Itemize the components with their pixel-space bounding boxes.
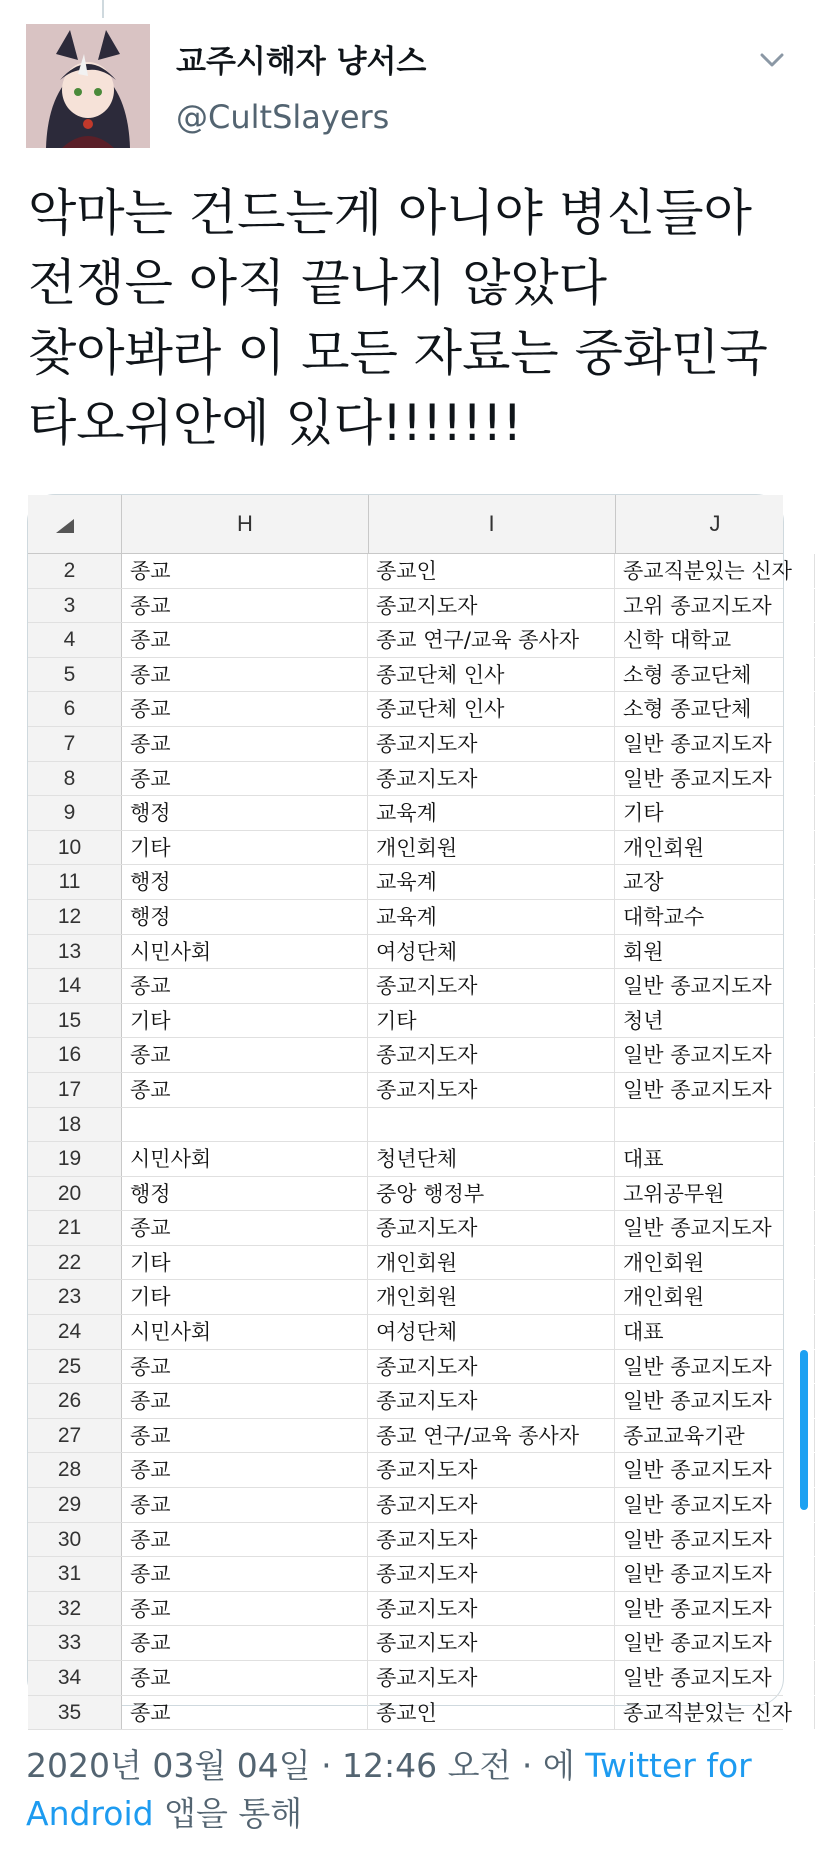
freeze-divider [111,1280,122,1314]
freeze-divider [111,658,122,692]
cell-i[interactable]: 종교단체 인사 [368,692,615,726]
cell-i[interactable]: 교육계 [368,865,615,899]
tweet-media-spreadsheet[interactable] [27,494,792,1725]
cell-h[interactable]: 시민사회 [122,935,368,969]
row-number[interactable]: 26 [28,1384,112,1418]
cell-i[interactable]: 개인회원 [368,1246,615,1280]
cell-i[interactable]: 종교지도자 [368,727,615,761]
freeze-divider [111,1177,122,1211]
cell-j[interactable]: 대학교수 [615,900,815,934]
cell-j[interactable]: 종교직분있는 신자 [615,1696,815,1730]
cell-h[interactable]: 시민사회 [122,1315,368,1349]
row-number[interactable]: 15 [28,1004,112,1038]
freeze-divider [111,1108,122,1142]
freeze-divider [111,554,122,588]
cell-h[interactable]: 종교 [122,1038,368,1072]
freeze-divider [111,1142,122,1176]
row-number[interactable]: 9 [28,796,112,830]
cell-j[interactable]: 일반 종교지도자 [615,1073,815,1107]
row-number[interactable]: 27 [28,1419,112,1453]
row-number[interactable]: 22 [28,1246,112,1280]
table-row [28,900,783,935]
table-row [28,1557,783,1592]
cell-j[interactable]: 일반 종교지도자 [615,1211,815,1245]
cell-i[interactable]: 여성단체 [368,1315,615,1349]
freeze-divider [111,1523,122,1557]
table-row [28,692,783,727]
table-row [28,1073,783,1108]
cell-j[interactable]: 개인회원 [615,831,815,865]
cell-i[interactable]: 종교지도자 [368,1626,615,1660]
freeze-divider [111,935,122,969]
cell-h[interactable]: 기타 [122,831,368,865]
row-number[interactable]: 19 [28,1142,112,1176]
cell-j[interactable]: 일반 종교지도자 [615,1038,815,1072]
cell-h[interactable]: 행정 [122,900,368,934]
row-number[interactable]: 30 [28,1523,112,1557]
cell-i[interactable]: 개인회원 [368,1280,615,1314]
cell-j[interactable]: 개인회원 [615,1280,815,1314]
cell-i[interactable]: 중앙 행정부 [368,1177,615,1211]
table-row [28,1211,783,1246]
avatar[interactable] [26,24,150,148]
row-number[interactable]: 35 [28,1696,112,1730]
row-number[interactable]: 8 [28,762,112,796]
cell-j[interactable]: 일반 종교지도자 [615,1626,815,1660]
table-row [28,1592,783,1627]
tweet-meta [26,1742,796,1838]
row-number[interactable]: 34 [28,1661,112,1695]
freeze-divider [111,1592,122,1626]
chevron-down-icon[interactable] [756,44,788,76]
freeze-divider [111,1557,122,1591]
table-row [28,1108,783,1143]
cell-j[interactable]: 일반 종교지도자 [615,1557,815,1591]
cell-j[interactable]: 일반 종교지도자 [615,762,815,796]
row-number[interactable]: 33 [28,1626,112,1660]
freeze-divider [111,1419,122,1453]
cell-i[interactable]: 종교지도자 [368,1523,615,1557]
cell-i[interactable]: 여성단체 [368,935,615,969]
cell-j[interactable]: 소형 종교단체 [615,692,815,726]
cell-i[interactable]: 청년단체 [368,1142,615,1176]
freeze-divider [111,1453,122,1487]
cell-j[interactable]: 회원 [615,935,815,969]
cell-h[interactable]: 종교 [122,1350,368,1384]
table-row [28,1523,783,1558]
cell-i[interactable]: 종교지도자 [368,1211,615,1245]
column-header-j[interactable]: J [709,511,721,536]
freeze-divider [111,1004,122,1038]
table-row [28,1315,783,1350]
cell-j[interactable]: 청년 [615,1004,815,1038]
cell-h[interactable]: 종교 [122,1661,368,1695]
cell-j[interactable]: 교장 [615,865,815,899]
table-row [28,1384,783,1419]
cell-i[interactable]: 종교 연구/교육 종사자 [368,1419,615,1453]
select-all-corner[interactable] [28,495,112,553]
cell-h[interactable]: 종교 [122,969,368,1003]
cell-i[interactable]: 교육계 [368,796,615,830]
cell-j[interactable]: 일반 종교지도자 [615,969,815,1003]
cell-h[interactable]: 종교 [122,692,368,726]
cell-i[interactable]: 종교지도자 [368,1592,615,1626]
freeze-divider [111,900,122,934]
row-number[interactable]: 25 [28,1350,112,1384]
sheet-rows [28,554,792,1730]
column-header-i[interactable]: I [368,495,616,553]
cell-j[interactable]: 일반 종교지도자 [615,1523,815,1557]
cell-h[interactable]: 종교 [122,762,368,796]
cell-h[interactable]: 종교 [122,658,368,692]
cell-h[interactable]: 기타 [122,1246,368,1280]
source-app-link[interactable]: Twitter for Android [26,1746,752,1833]
cell-i[interactable]: 종교지도자 [368,1453,615,1487]
scrollbar-thumb[interactable] [800,1350,808,1510]
table-row [28,1419,783,1454]
table-row [28,589,783,624]
table-row [28,658,783,693]
freeze-divider [111,727,122,761]
freeze-divider [111,1626,122,1660]
cell-h[interactable]: 종교 [122,1626,368,1660]
cell-i[interactable]: 종교지도자 [368,762,615,796]
cell-i[interactable]: 교육계 [368,900,615,934]
table-row [28,727,783,762]
row-number[interactable]: 4 [28,623,112,657]
row-number[interactable]: 29 [28,1488,112,1522]
row-number[interactable]: 6 [28,692,112,726]
table-row [28,1350,783,1385]
freeze-divider [111,1038,122,1072]
tweet-timestamp[interactable]: 2020년 03월 04일 · 12:46 오전 · 에 [26,1746,575,1785]
cell-i[interactable]: 종교지도자 [368,969,615,1003]
cell-h[interactable]: 종교 [122,589,368,623]
table-row [28,1453,783,1488]
freeze-divider [111,1661,122,1695]
cell-j[interactable]: 고위 종교지도자 [615,589,815,623]
cell-i[interactable]: 종교지도자 [368,1488,615,1522]
cell-j[interactable]: 일반 종교지도자 [615,1453,815,1487]
row-number[interactable]: 10 [28,831,112,865]
cell-h[interactable]: 시민사회 [122,1142,368,1176]
freeze-divider [111,589,122,623]
cell-h[interactable]: 기타 [122,1280,368,1314]
cell-j[interactable]: 일반 종교지도자 [615,1592,815,1626]
row-number[interactable]: 23 [28,1280,112,1314]
cell-h[interactable]: 종교 [122,554,368,588]
user-handle[interactable]: @CultSlayers [176,98,390,136]
table-row [28,1142,783,1177]
row-number[interactable]: 2 [28,554,112,588]
tweet-text [28,178,788,458]
cell-h[interactable]: 종교 [122,1557,368,1591]
cell-j[interactable]: 일반 종교지도자 [615,1661,815,1695]
source-suffix: 앱을 통해 [164,1794,303,1833]
table-row [28,1488,783,1523]
table-row [28,831,783,866]
cell-i[interactable]: 기타 [368,1004,615,1038]
cell-j[interactable]: 대표 [615,1315,815,1349]
cell-h[interactable]: 행정 [122,865,368,899]
row-number[interactable]: 13 [28,935,112,969]
tweet-text-line: 찾아봐라 이 모든 자료는 중화민국 [28,324,768,382]
freeze-divider [111,1696,122,1730]
cell-h[interactable]: 종교 [122,1523,368,1557]
table-row [28,865,783,900]
table-row [28,762,783,797]
cell-h[interactable] [122,1108,368,1142]
tweet-text-line: 전쟁은 아직 끝나지 않았다 [28,254,607,312]
row-number[interactable]: 12 [28,900,112,934]
display-name[interactable]: 교주시해자 냥서스 [176,44,427,80]
cell-j[interactable]: 일반 종교지도자 [615,1350,815,1384]
cell-j[interactable]: 신학 대학교 [615,623,815,657]
row-number[interactable]: 18 [28,1108,112,1142]
table-row [28,1696,792,1731]
table-row [28,1661,783,1696]
cell-j[interactable] [615,1108,815,1142]
freeze-divider [111,623,122,657]
cell-h[interactable]: 종교 [122,623,368,657]
cell-i[interactable]: 종교지도자 [368,1038,615,1072]
row-number[interactable]: 20 [28,1177,112,1211]
thread-line [102,0,104,18]
cell-i[interactable]: 종교 연구/교육 종사자 [368,623,615,657]
table-row [28,1626,783,1661]
cell-h[interactable]: 행정 [122,1177,368,1211]
freeze-divider [111,1384,122,1418]
column-header-h[interactable]: H [122,495,369,553]
cell-i[interactable]: 종교단체 인사 [368,658,615,692]
cell-h[interactable]: 기타 [122,1004,368,1038]
freeze-divider [111,1246,122,1280]
row-number[interactable]: 5 [28,658,112,692]
table-row [28,1246,783,1281]
cell-j[interactable]: 종교교육기관 [615,1419,815,1453]
row-number[interactable]: 32 [28,1592,112,1626]
cell-i[interactable]: 종교지도자 [368,1557,615,1591]
row-number[interactable]: 3 [28,589,112,623]
freeze-divider [111,762,122,796]
table-row [28,969,783,1004]
cell-i[interactable]: 종교지도자 [368,589,615,623]
table-row [28,1177,783,1212]
cell-j[interactable]: 일반 종교지도자 [615,1384,815,1418]
freeze-divider [111,1073,122,1107]
cell-i[interactable]: 종교지도자 [368,1350,615,1384]
freeze-divider [111,1488,122,1522]
row-number[interactable]: 11 [28,865,112,899]
avatar-illustration [26,24,150,148]
cell-j[interactable]: 고위공무원 [615,1177,815,1211]
cell-j[interactable]: 기타 [615,796,815,830]
cell-j[interactable]: 일반 종교지도자 [615,727,815,761]
tweet-text-line: 악마는 건드는게 아니야 병신들아 [28,184,752,242]
cell-h[interactable]: 종교 [122,1488,368,1522]
select-all-triangle-icon [56,519,74,533]
cell-h[interactable]: 종교 [122,1592,368,1626]
table-row [28,796,783,831]
cell-j[interactable]: 소형 종교단체 [615,658,815,692]
cell-j[interactable]: 종교직분있는 신자 [615,554,815,588]
cell-j[interactable]: 대표 [615,1142,815,1176]
tweet-text-line: 타오위안에 있다!!!!!!! [28,394,523,452]
table-row [28,935,783,970]
cell-h[interactable]: 종교 [122,1211,368,1245]
table-row [28,1004,783,1039]
table-row [28,554,792,589]
freeze-divider [111,865,122,899]
cell-h[interactable]: 종교 [122,1453,368,1487]
freeze-divider [111,831,122,865]
cell-i[interactable]: 종교인 [368,554,615,588]
freeze-divider [111,969,122,1003]
freeze-divider [111,1315,122,1349]
row-number[interactable]: 7 [28,727,112,761]
cell-i[interactable]: 종교인 [368,1696,615,1730]
cell-i[interactable] [368,1108,615,1142]
cell-i[interactable]: 종교지도자 [368,1073,615,1107]
cell-h[interactable]: 종교 [122,727,368,761]
cell-h[interactable]: 종교 [122,1384,368,1418]
freeze-divider [111,495,122,553]
cell-h[interactable]: 종교 [122,1419,368,1453]
table-row [28,1038,783,1073]
cell-i[interactable]: 개인회원 [368,831,615,865]
row-number[interactable]: 14 [28,969,112,1003]
row-number[interactable]: 16 [28,1038,112,1072]
row-number[interactable]: 24 [28,1315,112,1349]
cell-j[interactable]: 개인회원 [615,1246,815,1280]
row-number[interactable]: 31 [28,1557,112,1591]
row-number[interactable]: 17 [28,1073,112,1107]
freeze-divider [111,796,122,830]
table-row [28,1280,783,1315]
row-number[interactable]: 28 [28,1453,112,1487]
row-number[interactable]: 21 [28,1211,112,1245]
cell-h[interactable]: 종교 [122,1073,368,1107]
cell-i[interactable]: 종교지도자 [368,1661,615,1695]
column-header-bar [28,495,783,554]
cell-i[interactable]: 종교지도자 [368,1384,615,1418]
freeze-divider [111,692,122,726]
cell-j[interactable]: 일반 종교지도자 [615,1488,815,1522]
cell-h[interactable]: 종교 [122,1696,368,1730]
freeze-divider [111,1211,122,1245]
freeze-divider [111,1350,122,1384]
table-row [28,623,783,658]
cell-h[interactable]: 행정 [122,796,368,830]
